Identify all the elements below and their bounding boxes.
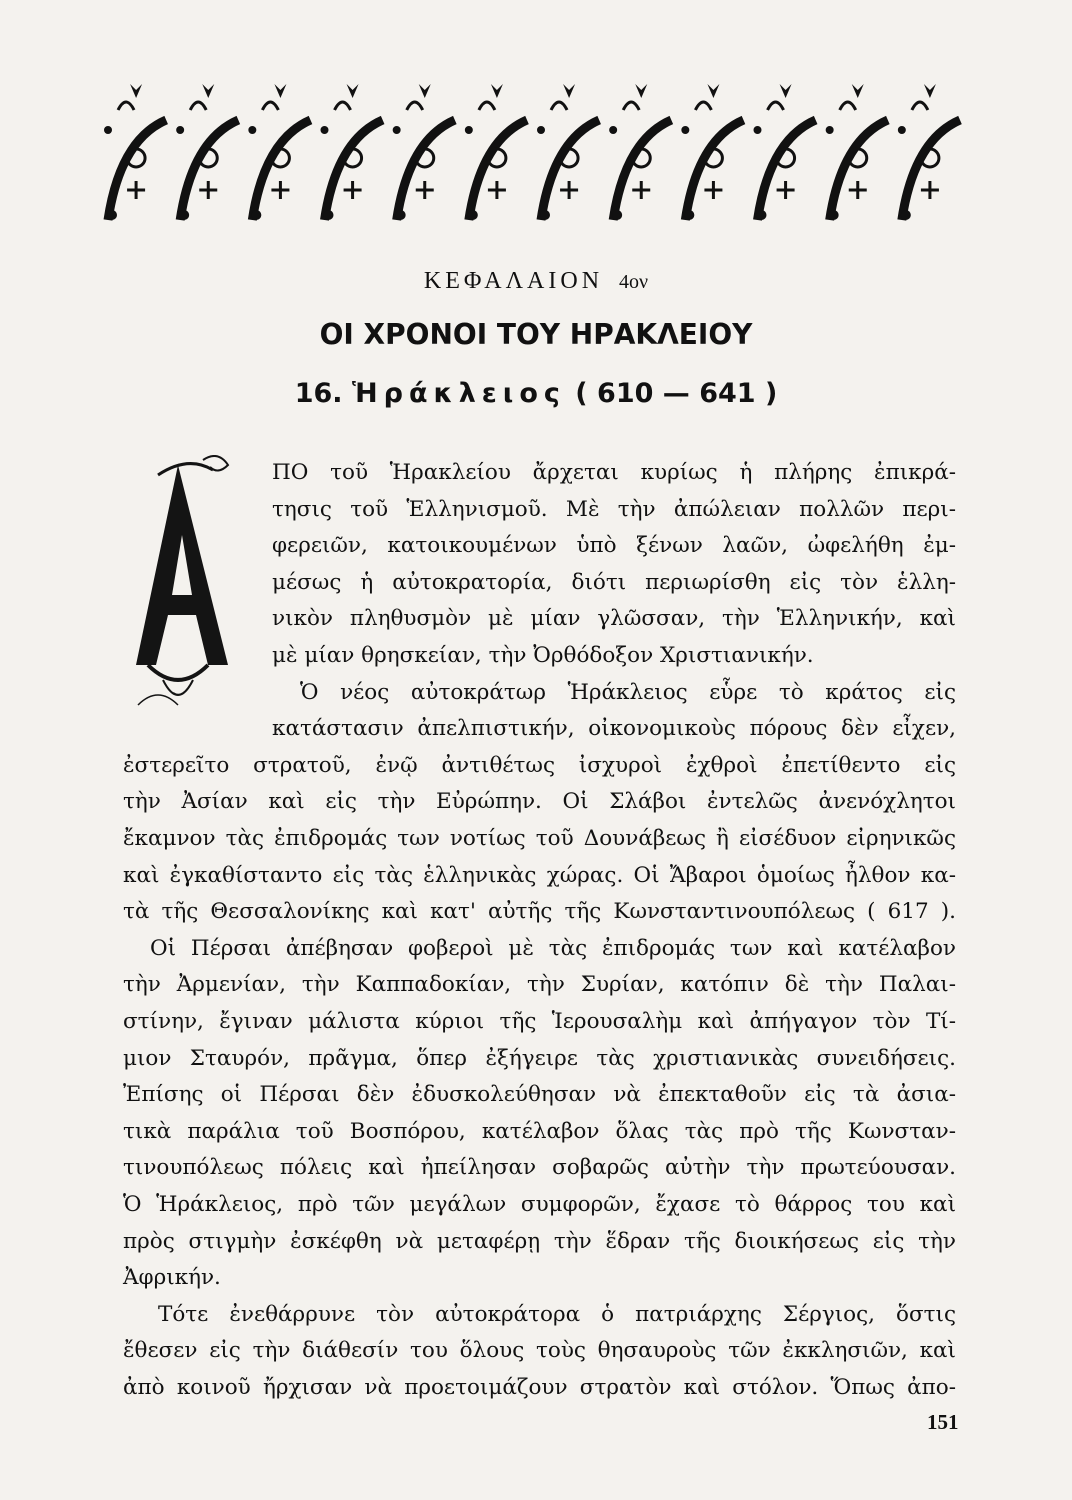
ornament-motif (754, 84, 816, 220)
body-line: τικὰ παράλια τοῦ Βοσπόρου, κατέλαβον ὅλας τὰς πρὸ τῆς Κωνσταν- (123, 1118, 956, 1144)
ornament-motif (321, 84, 383, 220)
body-line: ἐστερεῖτο στρατοῦ, ἐνῷ ἀντιθέτως ἰσχυροὶ ἐχθροὶ ἐπετίθεντο εἰς (123, 752, 956, 778)
body-line: τὰ τῆς Θεσσαλονίκης καὶ κατ' αὐτῆς τῆς Κωνσταντινουπόλεως ( 617 ). (123, 899, 956, 925)
dropcap-illustration (118, 455, 238, 720)
body-line: ἔθεσεν εἰς τὴν διάθεσίν του ὅλους τοὺς θησαυροὺς τῶν ἐκκλησιῶν, καὶ (123, 1338, 956, 1364)
section-years: ( 610 — 641 ) (575, 378, 778, 409)
body-line: νικὸν πληθυσμὸν μὲ μίαν γλῶσσαν, τὴν Ἑλληνικήν, καὶ (272, 606, 956, 632)
body-line: στίνην, ἔγιναν μάλιστα κύριοι τῆς Ἱερουσαλὴμ καὶ ἀπήγαγον τὸν Τί- (123, 1009, 956, 1034)
section-heading (0, 378, 1072, 409)
body-line: Οἱ Πέρσαι ἀπέβησαν φοβεροὶ μὲ τὰς ἐπιδρομάς των καὶ κατέλαβον (150, 935, 956, 961)
body-line: Τότε ἐνεθάρρυνε τὸν αὐτοκράτορα ὁ πατριάρχης Σέργιος, ὅστις (158, 1301, 956, 1327)
ornament-motif (826, 84, 888, 220)
body-line: ἔκαμνον τὰς ἐπιδρομάς των νοτίως τοῦ Δουνάβεως ἢ εἰσέδυον εἰρηνικῶς (123, 826, 956, 851)
body-line: πρὸς στιγμὴν ἐσκέφθη νὰ μεταφέρῃ τὴν ἕδραν τῆς διοικήσεως εἰς τὴν (123, 1228, 956, 1254)
body-line: μιον Σταυρόν, πρᾶγμα, ὅπερ ἐξήγειρε τὰς χριστιανικὰς συνειδήσεις. (123, 1045, 956, 1071)
section-name: Ἡράκλειος (351, 378, 566, 409)
section-number: 16. (294, 378, 343, 409)
body-line: μὲ μίαν θρησκείαν, τὴν Ὀρθόδοξον Χριστιανικήν. (272, 643, 814, 668)
ornament-motif (176, 84, 238, 220)
body-line: μέσως ἡ αὐτοκρατορία, διότι περιωρίσθη εἰς τὸν ἑλλη- (272, 569, 956, 595)
ornament-motif (248, 84, 310, 220)
body-line: ἀπὸ κοινοῦ ἤρχισαν νὰ προετοιμάζουν στρατὸν καὶ στόλον. Ὅπως ἀπο- (123, 1375, 956, 1400)
body-line: Ὁ Ἡράκλειος, πρὸ τῶν μεγάλων συμφορῶν, ἔχασε τὸ θάρρος του καὶ (123, 1192, 956, 1217)
body-line: τὴν Ἀρμενίαν, τὴν Καππαδοκίαν, τὴν Συρίαν, κατόπιν δὲ τὴν Παλαι- (123, 972, 956, 998)
chapter-label (0, 268, 1072, 295)
ornament-motif (609, 84, 671, 220)
ornament-motif (681, 84, 743, 220)
chapter-title: ΟΙ ΧΡΟΝΟΙ ΤΟΥ ΗΡΑΚΛΕΙΟΥ (319, 318, 753, 351)
ornamental-header-band (100, 80, 966, 230)
body-line: τινουπόλεως πόλεις καὶ ἠπείλησαν σοβαρῶς αὐτὴν τὴν πρωτεύουσαν. (123, 1155, 956, 1181)
body-line: Ἀφρικήν. (123, 1265, 221, 1291)
body-line: Ἐπίσης οἱ Πέρσαι δὲν ἐδυσκολεύθησαν νὰ ἐπεκταθοῦν εἰς τὰ ἀσια- (123, 1082, 956, 1108)
chapter-number: 4ον (619, 271, 649, 293)
body-line: φερειῶν, κατοικουμένων ὑπὸ ξένων λαῶν, ὠφελήθη ἐμ- (272, 533, 956, 559)
body-line: ΠΟ τοῦ Ἡρακλείου ἄρχεται κυρίως ἡ πλήρης ἐπικρά- (272, 460, 956, 485)
body-line: Ὁ νέος αὐτοκράτωρ Ἡράκλειος εὗρε τὸ κράτος εἰς (300, 679, 956, 705)
body-line: τησις τοῦ Ἑλληνισμοῦ. Μὲ τὴν ἀπώλειαν πολλῶν περι- (272, 496, 956, 522)
body-line: κατάστασιν ἀπελπιστικήν, οἰκονομικοὺς πόρους δὲν εἶχεν, (272, 716, 956, 742)
body-line: τὴν Ἀσίαν καὶ εἰς τὴν Εὐρώπην. Οἱ Σλάβοι ἐντελῶς ἀνενόχλητοι (123, 789, 956, 815)
ornament-motif (537, 84, 599, 220)
page-number: 151 (927, 1410, 959, 1434)
ornament-motif (393, 84, 455, 220)
dropcap-letter: Α (174, 647, 182, 658)
chapter-word: ΚΕΦΑΛΑΙΟΝ (423, 268, 604, 294)
ornament-motif (898, 84, 960, 220)
ornament-motif (104, 84, 166, 220)
body-line: καὶ ἐγκαθίσταντο εἰς τὰς ἑλληνικὰς χώρας. Οἱ Ἄβαροι ὁμοίως ἦλθον κα- (123, 862, 956, 888)
ornament-motif (465, 84, 527, 220)
